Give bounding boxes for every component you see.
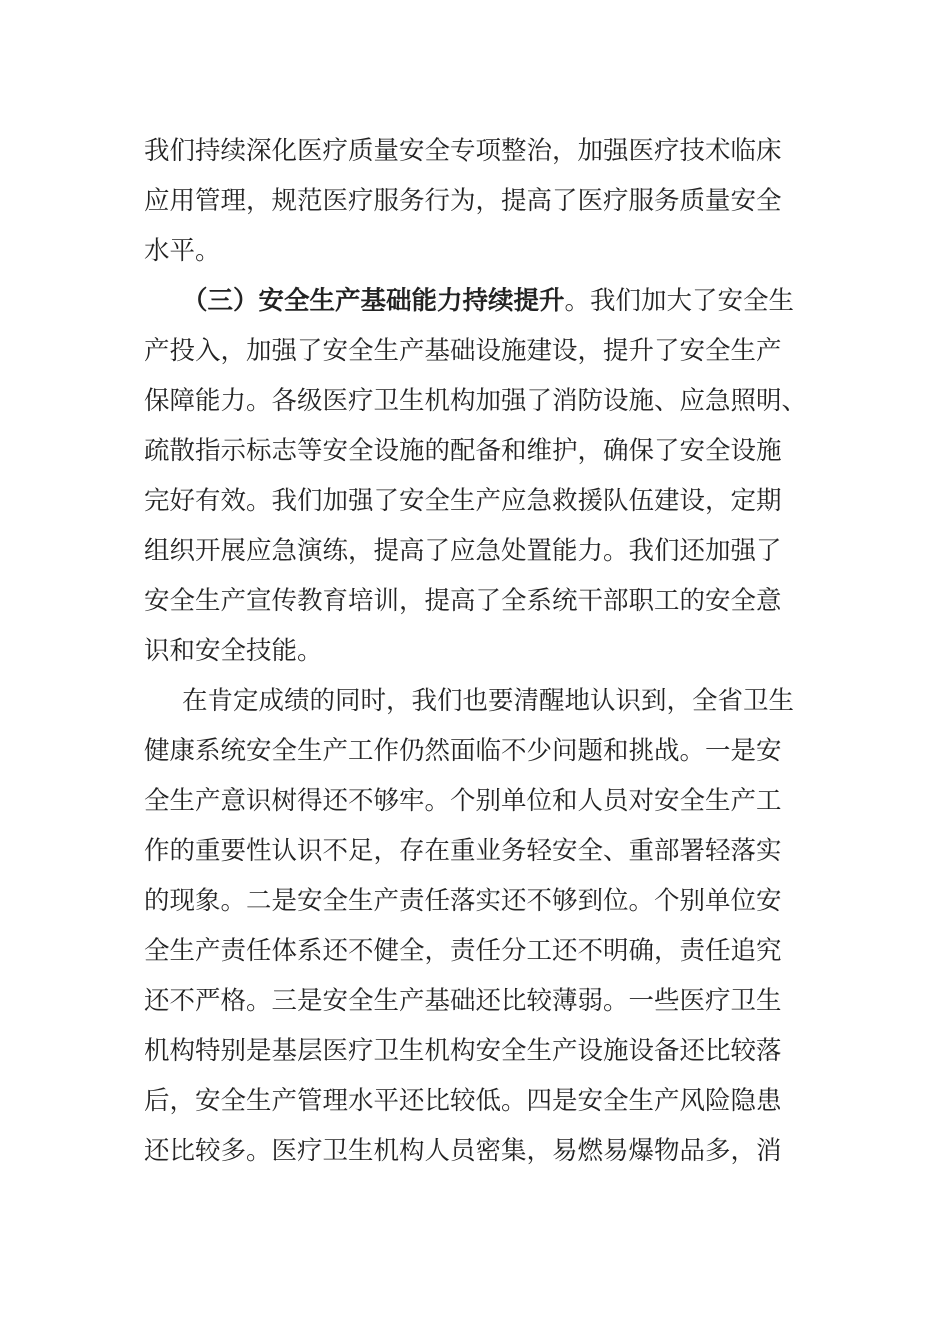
text-line: 产投入，加强了安全生产基础设施建设，提升了安全生产: [144, 336, 782, 366]
text-line: 组织开展应急演练，提高了应急处置能力。我们还加强了: [144, 536, 782, 566]
text-line: 全生产责任体系还不健全，责任分工还不明确，责任追究: [144, 936, 782, 966]
text-line: 安全生产宣传教育培训，提高了全系统干部职工的安全意: [144, 586, 782, 616]
paragraph-1: [144, 126, 804, 276]
text-line: [144, 276, 804, 326]
section-heading: （三）安全生产基础能力持续提升: [182, 286, 565, 316]
document-body: [144, 126, 808, 1176]
paragraph-2: [144, 276, 808, 676]
paragraph-3: [144, 676, 804, 1176]
text-line: 水平。: [144, 236, 221, 266]
text-line: 还比较多。医疗卫生机构人员密集，易燃易爆物品多，消: [144, 1136, 782, 1166]
text-line: 疏散指示标志等安全设施的配备和维护，确保了安全设施: [144, 436, 782, 466]
text-span: 。我们加大了安全生: [564, 286, 795, 316]
text-line: 还不严格。三是安全生产基础还比较薄弱。一些医疗卫生: [144, 986, 782, 1016]
text-line: 全生产意识树得还不够牢。个别单位和人员对安全生产工: [144, 786, 782, 816]
text-line: 后，安全生产管理水平还比较低。四是安全生产风险隐患: [144, 1086, 782, 1116]
text-line: 健康系统安全生产工作仍然面临不少问题和挑战。一是安: [144, 736, 782, 766]
text-line: 机构特别是基层医疗卫生机构安全生产设施设备还比较落: [144, 1036, 782, 1066]
text-line: 作的重要性认识不足，存在重业务轻安全、重部署轻落实: [144, 836, 782, 866]
text-line: 保障能力。各级医疗卫生机构加强了消防设施、应急照明、: [144, 386, 808, 416]
text-line: 在肯定成绩的同时，我们也要清醒地认识到，全省卫生: [182, 686, 795, 716]
text-line: 我们持续深化医疗质量安全专项整治，加强医疗技术临床: [144, 136, 782, 166]
text-line: 应用管理，规范医疗服务行为，提高了医疗服务质量安全: [144, 186, 782, 216]
text-line: 识和安全技能。: [144, 636, 323, 666]
text-line: 的现象。二是安全生产责任落实还不够到位。个别单位安: [144, 886, 782, 916]
text-line: 完好有效。我们加强了安全生产应急救援队伍建设，定期: [144, 486, 782, 516]
